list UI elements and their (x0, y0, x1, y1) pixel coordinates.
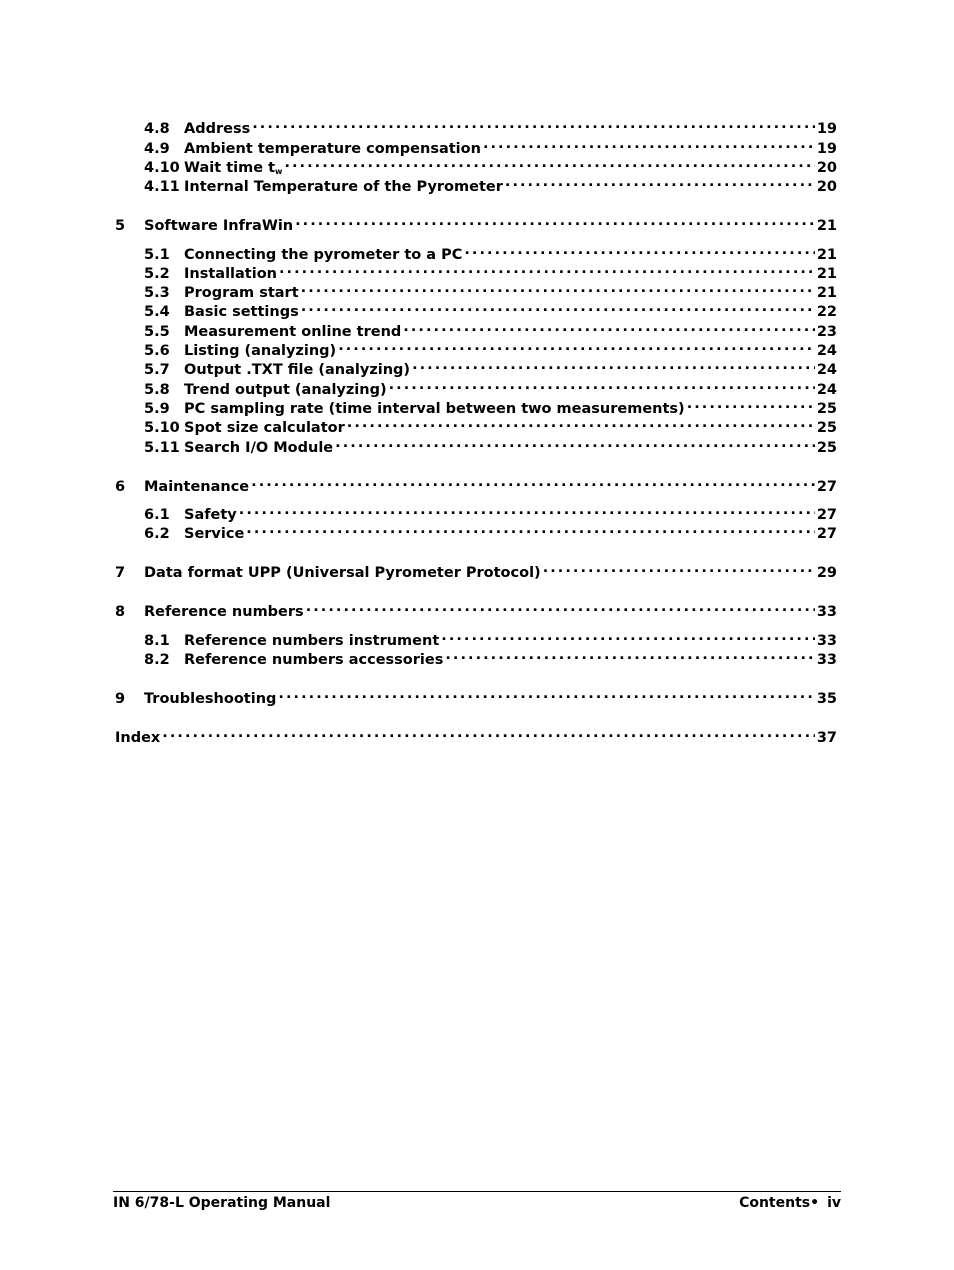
footer-section: Contents (739, 1195, 811, 1211)
toc-entry-page: 21 (816, 266, 837, 282)
toc-dot-leader (252, 115, 815, 133)
toc-entry-title-text: Trend output (analyzing) (184, 382, 387, 398)
toc-dot-leader (295, 212, 815, 230)
toc-entry-title-subscript: w (275, 167, 283, 176)
toc-entry-title-text: Safety (184, 507, 237, 523)
toc-dot-leader (389, 376, 815, 394)
toc-entry-page: 25 (816, 420, 837, 436)
toc-entry-title-text: Ambient temperature compensation (184, 141, 481, 157)
toc-entry-title (184, 525, 244, 543)
toc-dot-leader (246, 520, 815, 538)
toc-dot-leader (335, 434, 815, 452)
toc-entry-page: 20 (816, 179, 837, 195)
toc-entry-number: 4.9 (144, 141, 170, 157)
toc-entry-page: 24 (816, 343, 837, 359)
toc-entry-title-text: Basic settings (184, 304, 299, 320)
toc-entry-page: 33 (816, 604, 837, 620)
footer-page-info (739, 1195, 841, 1211)
toc-dot-leader (347, 414, 815, 432)
toc-entry-title-text: Search I/O Module (184, 440, 334, 456)
toc-dot-leader (306, 598, 815, 616)
toc-entry-page: 19 (816, 121, 837, 137)
toc-entry-title-text: Spot size calculator (184, 420, 345, 436)
toc-entry-title-text: Reference numbers accessories (184, 652, 444, 668)
toc-entry-title (144, 478, 249, 496)
toc-entry-number: 5.9 (144, 401, 170, 417)
toc-entry-page: 21 (816, 218, 837, 234)
toc-entry-title-text: Reference numbers (144, 604, 304, 620)
toc-entry-title-text: Index (115, 730, 161, 746)
toc-entry-title-text: Service (184, 526, 245, 542)
toc-dot-leader (403, 318, 815, 336)
toc-entry-page: 24 (816, 382, 837, 398)
toc-dot-leader (251, 473, 815, 491)
toc-entry-number: 6.1 (144, 507, 170, 523)
toc-entry-number: 5.10 (144, 420, 180, 436)
toc-entry-page: 27 (816, 526, 837, 542)
footer-separator: • (810, 1195, 820, 1211)
footer-page-number: iv (827, 1195, 841, 1211)
toc-dot-leader (441, 627, 815, 645)
toc-dot-leader (301, 279, 815, 297)
toc-entry-page: 22 (816, 304, 837, 320)
toc-entry-page: 33 (816, 633, 837, 649)
toc-entry-number: 7 (115, 565, 126, 581)
footer-manual-title: IN 6/78-L Operating Manual (113, 1195, 331, 1211)
toc-entry-page: 29 (816, 565, 837, 581)
toc-entry-number: 4.8 (144, 121, 170, 137)
toc-dot-leader (301, 298, 815, 316)
toc-entry-number: 5 (115, 218, 126, 234)
toc-entry-number: 5.11 (144, 440, 180, 456)
toc-dot-leader (279, 260, 815, 278)
toc-dot-leader (162, 724, 815, 742)
toc-entry-title-text: Program start (184, 285, 299, 301)
toc-entry-title-text: PC sampling rate (time interval between two measurements) (184, 401, 685, 417)
toc-dot-leader (239, 501, 815, 519)
toc-dot-leader (543, 559, 815, 577)
toc-entry-page: 21 (816, 247, 837, 263)
toc-dot-leader (445, 646, 814, 664)
toc-entry-title-text: Reference numbers instrument (184, 633, 440, 649)
toc-entry[interactable] (115, 724, 837, 747)
toc-entry[interactable] (115, 473, 837, 496)
toc-entry-title-text: Connecting the pyrometer to a PC (184, 247, 463, 263)
toc-entry-title-text: Measurement online trend (184, 324, 402, 340)
toc-entry-number: 8 (115, 604, 126, 620)
toc-entry-title (144, 564, 541, 582)
toc-entry-title-text: Installation (184, 266, 277, 282)
toc-entry-title-text: Listing (analyzing) (184, 343, 337, 359)
toc-entry-number: 5.4 (144, 304, 170, 320)
toc-entry-title-text: Wait time t (184, 160, 276, 176)
toc-entry-number: 5.3 (144, 285, 170, 301)
toc-entry-page: 27 (816, 479, 837, 495)
toc-entry-page: 37 (816, 730, 837, 746)
toc-entry-page: 24 (816, 362, 837, 378)
toc-entry[interactable] (115, 559, 837, 582)
toc-entry-page: 21 (816, 285, 837, 301)
toc-entry-number: 8.2 (144, 652, 170, 668)
toc-entry-page: 20 (816, 160, 837, 176)
toc-entry-number: 4.11 (144, 179, 180, 195)
toc-entry-page: 35 (816, 691, 837, 707)
toc-dot-leader (687, 395, 815, 413)
toc-entry-title-text: Maintenance (144, 479, 250, 495)
page-footer (113, 1191, 841, 1211)
toc-entry-title-text: Address (184, 121, 251, 137)
toc-entry-number: 5.1 (144, 247, 170, 263)
toc-dot-leader (412, 356, 815, 374)
toc-entry-title-text: Internal Temperature of the Pyrometer (184, 179, 503, 195)
toc-entry[interactable] (144, 646, 837, 669)
toc-dot-leader (284, 154, 814, 172)
toc-entry[interactable] (144, 173, 837, 196)
toc-entry-number: 5.6 (144, 343, 170, 359)
toc-dot-leader (464, 241, 814, 259)
toc-entry-number: 5.5 (144, 324, 170, 340)
toc-entry[interactable] (115, 598, 837, 621)
toc-entry-page: 27 (816, 507, 837, 523)
toc-entry-page: 23 (816, 324, 837, 340)
toc-entry-title (184, 178, 503, 196)
toc-entry-title-text: Data format UPP (Universal Pyrometer Protocol) (144, 565, 541, 581)
toc-entry-number: 6 (115, 479, 126, 495)
toc-entry-number: 5.8 (144, 382, 170, 398)
toc-entry-title (115, 729, 160, 747)
toc-entry-number: 5.7 (144, 362, 170, 378)
toc-entry-title (144, 603, 304, 621)
toc-entry[interactable] (144, 434, 837, 457)
toc-entry-number: 5.2 (144, 266, 170, 282)
toc-entry-title (184, 651, 443, 669)
toc-dot-leader (338, 337, 815, 355)
toc-entry-number: 9 (115, 691, 126, 707)
toc-entry-title-text: Troubleshooting (144, 691, 277, 707)
toc-entry-title-text: Software InfraWin (144, 218, 294, 234)
toc-entry-title (144, 690, 276, 708)
toc-entry[interactable] (115, 212, 837, 235)
toc-entry-page: 33 (816, 652, 837, 668)
toc-entry[interactable] (144, 520, 837, 543)
toc-entry-number: 8.1 (144, 633, 170, 649)
toc-entry-title (184, 439, 333, 457)
toc-entry-number: 6.2 (144, 526, 170, 542)
toc-entry-title (144, 217, 293, 235)
toc-entry-number: 4.10 (144, 160, 180, 176)
toc-entry[interactable] (115, 685, 837, 708)
toc-entry-title-text: Output .TXT file (analyzing) (184, 362, 411, 378)
toc-entry-page: 25 (816, 401, 837, 417)
toc-entry-page: 19 (816, 141, 837, 157)
toc-entry-page: 25 (816, 440, 837, 456)
toc-dot-leader (483, 135, 815, 153)
toc-dot-leader (505, 173, 815, 191)
toc-dot-leader (278, 685, 814, 703)
